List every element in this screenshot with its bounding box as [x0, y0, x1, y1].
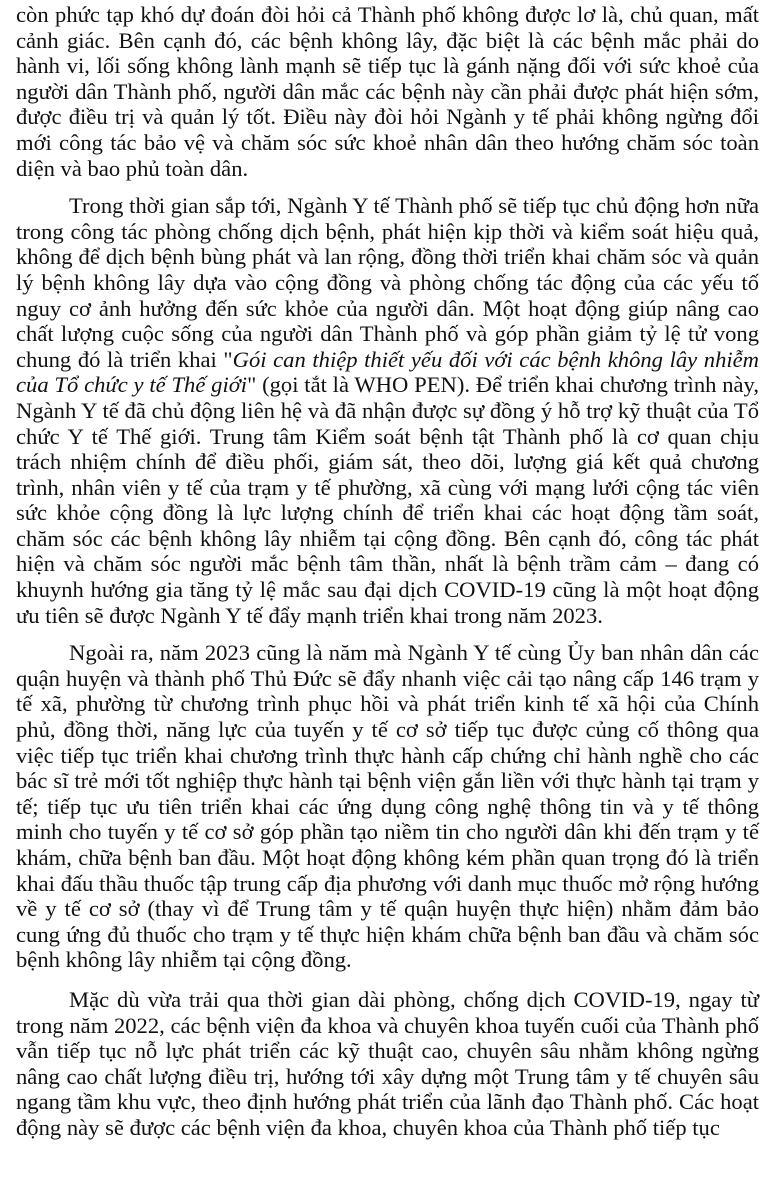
paragraph-who-pen — [16, 193, 759, 628]
paragraph-3-text: Ngoài ra, năm 2023 cũng là năm mà Ngành Y tế cùng Ủy ban nhân dân các quận huyện và thành phố Thủ Đức sẽ đẩy nhanh việc cải tạo nâng cấp 146 trạm y tế xã, phường từ chương trình phục hồi và phát triển kinh tế xã hội của Chính phủ, đồng thời, năng lực của tuyến y tế cơ sở tiếp tục được củng cố thông qua việc tiếp tục triển khai chương trình thực hành cấp chứng chỉ hành nghề cho các bác sĩ trẻ mới tốt nghiệp thực hành tại bệnh viện gắn liền với thực hành tại trạm y tế; tiếp tục ưu tiên triển khai các ứng dụng công nghệ thông tin và y tế thông minh cho tuyến y tế cơ sở góp phần tạo niềm tin cho người dân khi đến trạm y tế khám, chữa bệnh ban đầu. Một hoạt động không kém phần quan trọng đó là triển khai đấu thầu thuốc tập trung cấp địa phương với danh mục thuốc mở rộng hướng về y tế cơ sở (thay vì để Trung tâm y tế quận huyện thực hiện) nhằm đảm bảo cung ứng đủ thuốc cho trạm y tế thực hiện khám chữa bệnh ban đầu và chăm sóc bệnh không lây nhiễm tại cộng đồng. — [16, 640, 759, 973]
paragraph-hospitals — [16, 987, 759, 1141]
paragraph-2-text-end: " (gọi tắt là WHO PEN). Để triển khai chương trình này, Ngành Y tế đã chủ động liên hệ và đã nhận được sự đồng ý hỗ trợ kỹ thuật của Tổ chức Y tế Thế giới. Trung tâm Kiểm soát bệnh tật Thành phố là cơ quan chịu trách nhiệm chính để điều phối, giám sát, theo dõi, lượng giá kết quả chương trình, nhân viên y tế của trạm y tế phường, xã cùng với mạng lưới cộng tác viên sức khỏe cộng đồng là lực lượng chính để triển khai các hoạt động tầm soát, chăm sóc các bệnh không lây nhiễm tại cộng đồng. Bên cạnh đó, công tác phát hiện và chăm sóc người mắc bệnh tâm thần, nhất là bệnh trầm cảm – đang có khuynh hướng gia tăng tỷ lệ mắc sau đại dịch COVID-19 cũng là một hoạt động ưu tiên sẽ được Ngành Y tế đẩy mạnh triển khai trong năm 2023. — [16, 372, 760, 628]
paragraph-gap — [16, 181, 759, 193]
program-name-italic: Gói can thiệp thiết yếu đối với các bệnh không lây nhiễm của Tổ chức y tế Thế giới — [16, 346, 760, 398]
paragraph-gap — [16, 973, 759, 987]
paragraph-infrastructure — [16, 640, 759, 973]
paragraph-2-text-start: Trong thời gian sắp tới, Ngành Y tế Thành phố sẽ tiếp tục chủ động hơn nữa trong công tác phòng chống dịch bệnh, phát hiện kịp thời và kiểm soát hiệu quả, không để dịch bệnh bùng phát và lan rộng, đồng thời triển khai chăm sóc và quản lý bệnh không lây dựa vào cộng đồng và phòng chống tác động của các yếu tố nguy cơ ảnh hưởng đến sức khỏe của người dân. Một hoạt động giúp nâng cao chất lượng cuộc sống của người dân Thành phố và góp phần giảm tỷ lệ tử vong chung đó là triển khai " — [16, 193, 759, 372]
paragraph-1-text: còn phức tạp khó dự đoán đòi hỏi cả Thành phố không được lơ là, chủ quan, mất cảnh giác. Bên cạnh đó, các bệnh không lây, đặc biệt là các bệnh mắc phải do hành vi, lối sống không lành mạnh sẽ tiếp tục là gánh nặng đối với sức khoẻ của người dân Thành phố, người dân mắc các bệnh này cần phải được phát hiện sớm, được điều trị và quản lý tốt. Điều này đòi hỏi Ngành y tế phải không ngừng đổi mới công tác bảo vệ và chăm sóc sức khoẻ nhân dân theo hướng chăm sóc toàn diện và bao phủ toàn dân. — [16, 2, 759, 181]
paragraph-4-text: Mặc dù vừa trải qua thời gian dài phòng, chống dịch COVID-19, ngay từ trong năm 2022, các bệnh viện đa khoa và chuyên khoa tuyến cuối của Thành phố vẫn tiếp tục nỗ lực phát triển các kỹ thuật cao, chuyên sâu nhằm không ngừng nâng cao chất lượng điều trị, hướng tới xây dựng một Trung tâm y tế chuyên sâu ngang tầm khu vực, theo định hướng phát triển của lãnh đạo Thành phố. Các hoạt động này sẽ được các bệnh viện đa khoa, chuyên khoa của Thành phố tiếp tục — [16, 986, 759, 1140]
paragraph-continuation — [16, 2, 759, 181]
paragraph-gap — [16, 628, 759, 640]
